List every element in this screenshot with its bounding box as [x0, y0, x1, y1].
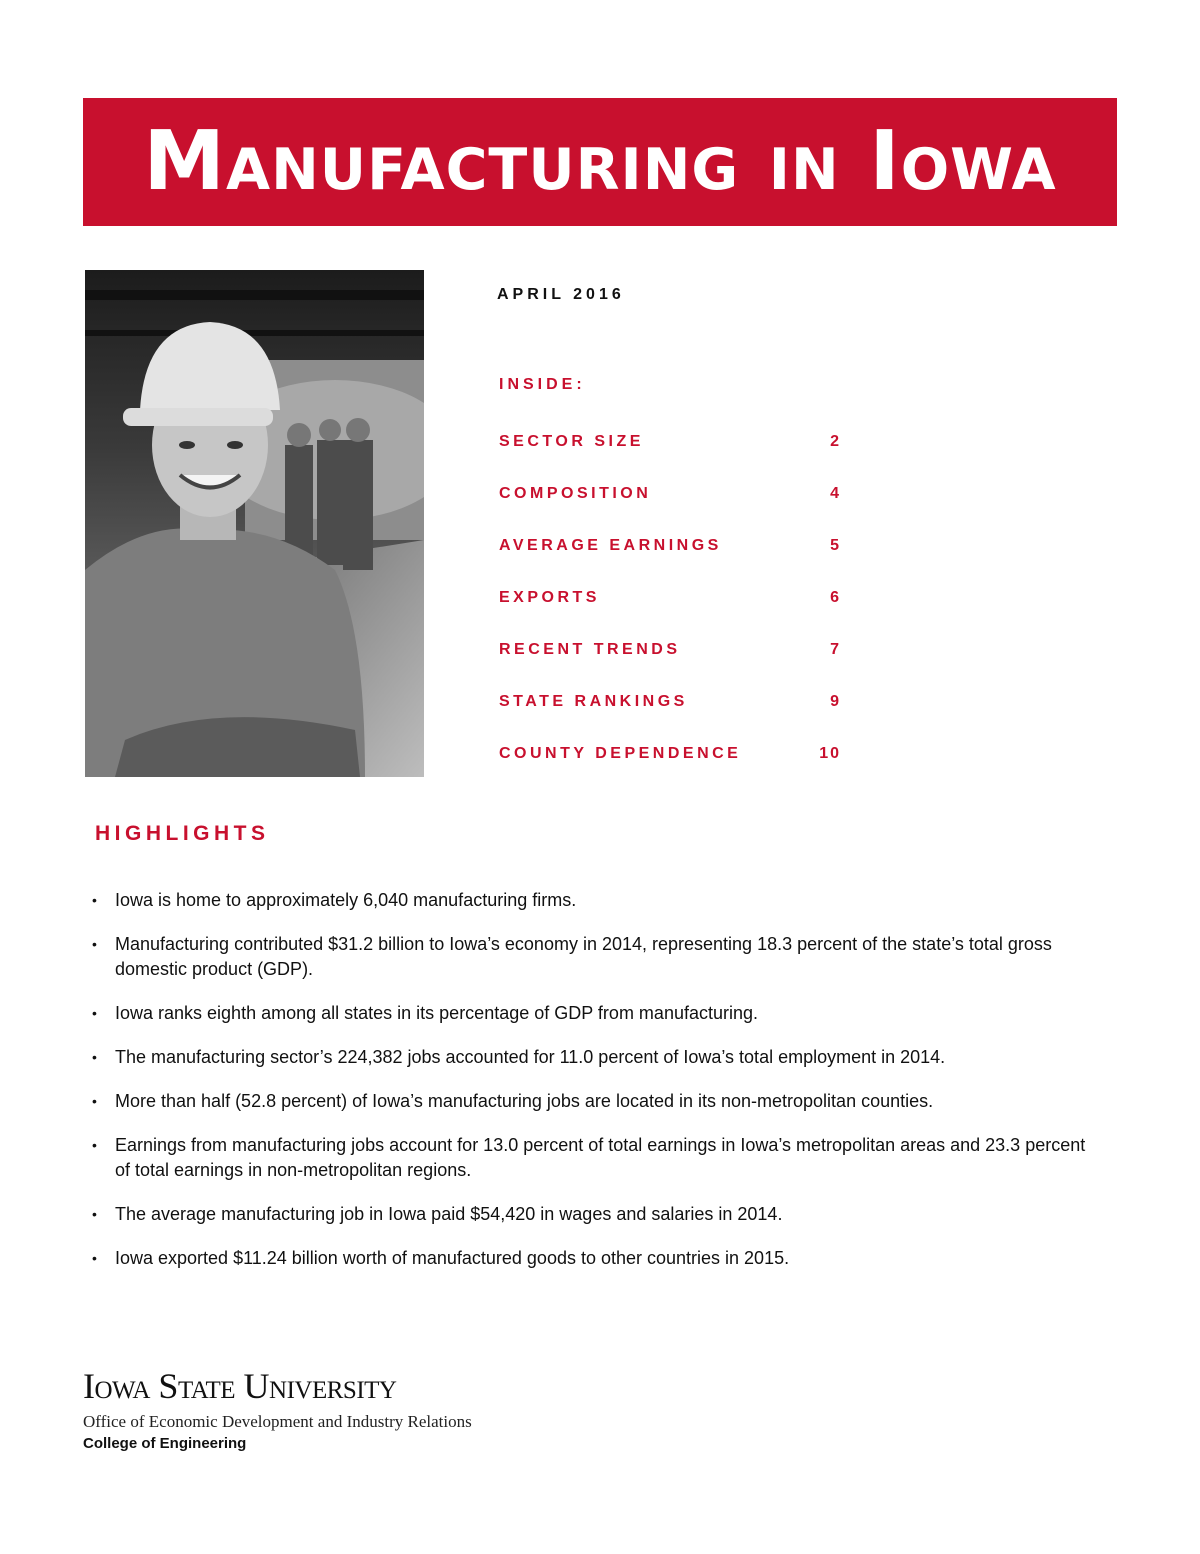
list-item-text: Iowa exported $11.24 billion worth of manufactured goods to other countries in 2015.: [115, 1248, 790, 1268]
college-name: College of Engineering: [83, 1435, 247, 1452]
list-item: [88, 1089, 1088, 1114]
inside-heading: INSIDE:: [499, 376, 586, 393]
toc-item-page: 9: [830, 693, 841, 710]
highlights-list: [88, 888, 1088, 1290]
bullet-icon: •: [92, 892, 97, 908]
university-logo[interactable]: [83, 1368, 472, 1452]
list-item-text: The average manufacturing job in Iowa paid $54,420 in wages and salaries in 2014.: [115, 1204, 783, 1224]
list-item: [88, 1045, 1088, 1070]
bullet-icon: •: [92, 1250, 97, 1266]
toc-item-page: 5: [830, 537, 841, 554]
toc-item-label: AVERAGE EARNINGS: [499, 537, 722, 554]
university-name: Iowa State University: [83, 1366, 397, 1406]
list-item-text: Manufacturing contributed $31.2 billion to Iowa’s economy in 2014, representing 18.3 percent of the state’s total gross domestic product (GDP).: [115, 934, 1052, 979]
worker-photo-illustration: [85, 270, 424, 777]
list-item: [88, 1246, 1088, 1271]
list-item-text: Iowa ranks eighth among all states in its percentage of GDP from manufacturing.: [115, 1003, 758, 1023]
toc-item-label: EXPORTS: [499, 589, 600, 606]
bullet-icon: •: [92, 1206, 97, 1222]
toc-item-label: STATE RANKINGS: [499, 693, 688, 710]
toc-item-page: 7: [830, 641, 841, 658]
list-item: [88, 1133, 1088, 1183]
title-banner: [83, 98, 1117, 226]
bullet-icon: •: [92, 1093, 97, 1109]
list-item: [88, 888, 1088, 913]
list-item-text: Earnings from manufacturing jobs account for 13.0 percent of total earnings in Iowa’s metropolitan areas and 23.3 percent of total earnings in non-metropolitan regions.: [115, 1135, 1086, 1180]
list-item-text: More than half (52.8 percent) of Iowa’s manufacturing jobs are located in its non-metropolitan counties.: [115, 1091, 934, 1111]
toc-item-label: RECENT TRENDS: [499, 641, 681, 658]
list-item-text: The manufacturing sector’s 224,382 jobs accounted for 11.0 percent of Iowa’s total employment in 2014.: [115, 1047, 946, 1067]
list-item: [88, 1202, 1088, 1227]
toc-item-page: 6: [830, 589, 841, 606]
toc-item-recent-trends[interactable]: [499, 638, 841, 662]
bullet-icon: •: [92, 936, 97, 952]
toc-item-average-earnings[interactable]: [499, 534, 841, 558]
issue-date: APRIL 2016: [497, 286, 625, 303]
toc-item-label: SECTOR SIZE: [499, 433, 644, 450]
toc-item-label: COUNTY DEPENDENCE: [499, 745, 742, 762]
toc-item-page: 2: [830, 433, 841, 450]
toc-item-exports[interactable]: [499, 586, 841, 610]
toc-item-county-dependence[interactable]: [499, 742, 841, 766]
toc-item-label: COMPOSITION: [499, 485, 652, 502]
list-item-text: Iowa is home to approximately 6,040 manufacturing firms.: [115, 890, 577, 910]
bullet-icon: •: [92, 1005, 97, 1021]
page-title: Manufacturing in Iowa: [143, 114, 1057, 209]
toc-item-composition[interactable]: [499, 482, 841, 506]
toc-item-sector-size[interactable]: [499, 430, 841, 454]
toc-item-page: 4: [830, 485, 841, 502]
highlights-heading: HIGHLIGHTS: [95, 822, 270, 845]
toc-item-page: 10: [819, 745, 841, 762]
list-item: [88, 1001, 1088, 1026]
toc-item-state-rankings[interactable]: [499, 690, 841, 714]
list-item: [88, 932, 1088, 982]
office-name: Office of Economic Development and Industry Relations: [83, 1412, 472, 1431]
bullet-icon: •: [92, 1049, 97, 1065]
bullet-icon: •: [92, 1137, 97, 1153]
worker-photo: [85, 270, 424, 777]
